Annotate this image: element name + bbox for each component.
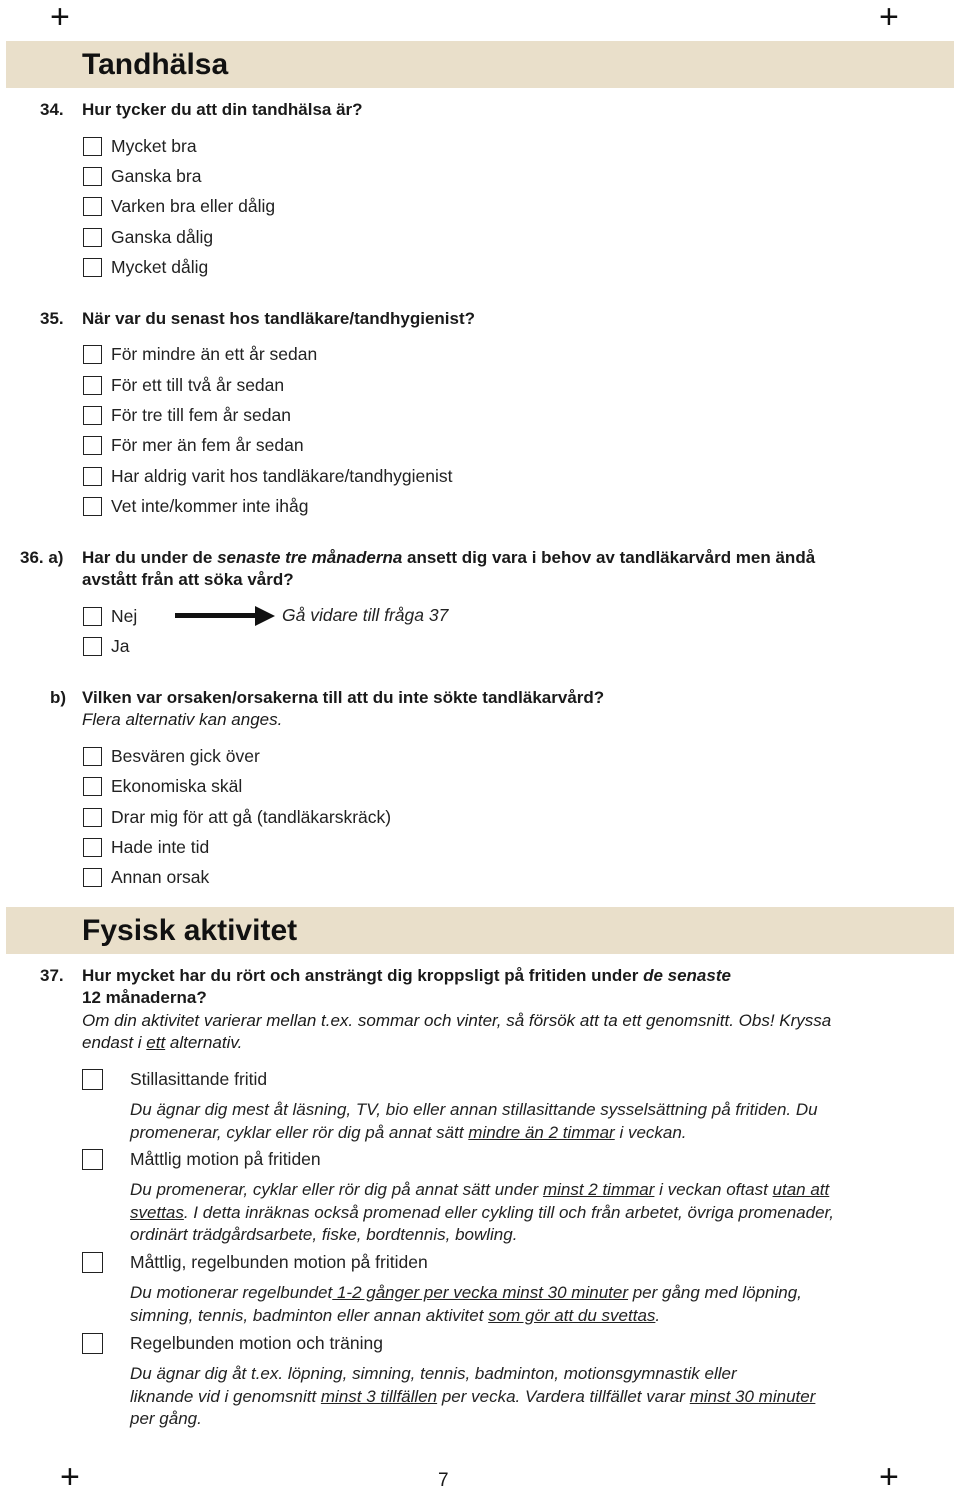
option-q35-5[interactable] (83, 464, 452, 488)
section-title: Fysisk aktivitet (82, 914, 298, 947)
option-label: Mycket bra (111, 135, 197, 156)
checkbox[interactable] (83, 228, 102, 247)
question-text: Har du under de senaste tre månaderna ansett dig vara i behov av tandläkarvård men ändå avstått från att söka vård? (82, 548, 816, 589)
checkbox[interactable] (83, 406, 102, 425)
checkbox[interactable] (83, 167, 102, 186)
option-label: Ganska bra (111, 165, 202, 186)
option-q36b-4[interactable] (83, 835, 209, 859)
option-label: För tre till fem år sedan (111, 404, 291, 425)
option-description: Du motionerar regelbundet 1-2 gånger per vecka minst 30 minuter per gång med löpning, simning, tennis, badminton eller annan aktivitet som gör att du svettas. (130, 1283, 802, 1325)
checkbox[interactable] (83, 637, 102, 656)
option-q34-3[interactable] (83, 194, 275, 218)
option-label: Ganska dålig (111, 226, 214, 247)
sub-question-text: Vilken var orsaken/orsakerna till att du inte sökte tandläkarvård? (82, 688, 605, 707)
option-label: Ekonomiska skäl (111, 775, 243, 796)
activity-option-4[interactable] (82, 1331, 942, 1431)
crop-mark-bottom-left: + (60, 1458, 80, 1496)
checkbox[interactable] (83, 345, 102, 364)
option-q36a-nej[interactable] (83, 604, 137, 628)
activity-option-3[interactable] (82, 1250, 942, 1327)
section-title: Tandhälsa (82, 48, 229, 81)
option-title: Måttlig motion på fritiden (130, 1148, 321, 1169)
option-q34-2[interactable] (83, 164, 201, 188)
option-q35-2[interactable] (83, 373, 284, 397)
question-note: Flera alternativ kan anges. (82, 710, 283, 729)
activity-option-2[interactable] (82, 1147, 942, 1247)
option-label: För ett till två år sedan (111, 374, 285, 395)
question-number: 37. (40, 966, 64, 985)
sub-question-label: b) (50, 688, 67, 707)
checkbox[interactable] (82, 1149, 103, 1170)
option-q36b-2[interactable] (83, 774, 242, 798)
option-description: Du ägnar dig åt t.ex. löpning, simning, tennis, badminton, motionsgymnastik eller liknande vid i genomsnitt minst 3 tillfällen per vecka. Vardera tillfället varar minst 30 minuter per gång. (130, 1364, 816, 1428)
option-q36b-3[interactable] (83, 805, 391, 829)
question-text: När var du senast hos tandläkare/tandhygienist? (82, 309, 476, 328)
activity-option-1[interactable] (82, 1067, 942, 1144)
checkbox[interactable] (83, 777, 102, 796)
option-label: Drar mig för att gå (tandläkarskräck) (111, 806, 392, 827)
option-label: Hade inte tid (111, 836, 210, 857)
option-title: Måttlig, regelbunden motion på fritiden (130, 1251, 428, 1272)
option-title: Stillasittande fritid (130, 1068, 268, 1089)
option-title: Regelbunden motion och träning (130, 1332, 383, 1353)
option-label: Varken bra eller dålig (111, 195, 276, 216)
checkbox[interactable] (82, 1333, 103, 1354)
section-header-band (6, 41, 954, 88)
checkbox[interactable] (83, 376, 102, 395)
skip-instruction: Gå vidare till fråga 37 (282, 605, 449, 625)
crop-mark-top-right: + (879, 0, 899, 36)
option-q34-4[interactable] (83, 225, 213, 249)
checkbox[interactable] (82, 1069, 103, 1090)
option-q34-1[interactable] (83, 134, 197, 158)
checkbox[interactable] (83, 838, 102, 857)
option-q35-6[interactable] (83, 494, 308, 518)
checkbox[interactable] (83, 868, 102, 887)
option-description: Du ägnar dig mest åt läsning, TV, bio eller annan stillasittande sysselsättning på fritiden. Du promenerar, cyklar eller rör dig på annat sätt mindre än 2 timmar i veckan. (130, 1100, 818, 1142)
question-note: Om din aktivitet varierar mellan t.ex. sommar och vinter, så försök att ta ett genomsnitt. Obs! Kryssa endast i ett alternativ. (82, 1011, 832, 1052)
question-number: 36. a) (20, 548, 64, 567)
crop-mark-top-left: + (50, 0, 70, 36)
page-number: 7 (438, 1470, 449, 1491)
option-q35-1[interactable] (83, 342, 317, 366)
option-q36b-5[interactable] (83, 865, 209, 889)
option-label: Nej (111, 605, 138, 626)
option-label: Mycket dålig (111, 256, 209, 277)
checkbox[interactable] (83, 747, 102, 766)
checkbox[interactable] (83, 467, 102, 486)
question-number: 34. (40, 100, 64, 119)
option-label: Annan orsak (111, 866, 210, 887)
crop-mark-bottom-right: + (879, 1458, 899, 1496)
checkbox[interactable] (83, 258, 102, 277)
checkbox[interactable] (83, 497, 102, 516)
checkbox[interactable] (82, 1252, 103, 1273)
question-text: Hur tycker du att din tandhälsa är? (82, 100, 363, 119)
question-number: 35. (40, 309, 64, 328)
option-q36a-ja[interactable] (83, 634, 129, 658)
checkbox[interactable] (83, 808, 102, 827)
question-text: Hur mycket har du rört och ansträngt dig kroppsligt på fritiden under de senaste 12 månaderna? (82, 966, 731, 1007)
option-label: För mer än fem år sedan (111, 434, 304, 455)
option-label: Har aldrig varit hos tandläkare/tandhygienist (111, 465, 453, 486)
checkbox[interactable] (83, 607, 102, 626)
option-label: Besvären gick över (111, 745, 260, 766)
option-q34-5[interactable] (83, 255, 208, 279)
option-q35-3[interactable] (83, 403, 291, 427)
option-label: Ja (111, 635, 130, 656)
checkbox[interactable] (83, 137, 102, 156)
option-q36b-1[interactable] (83, 744, 260, 768)
arrow-right-icon (175, 606, 275, 626)
option-description: Du promenerar, cyklar eller rör dig på annat sätt under minst 2 timmar i veckan oftast utan att svettas. I detta inräknas också promenad eller cykling till och från arbetet, övriga promenader, ordinärt trädgårdsarbete, fiske, bordtennis, bowling. (130, 1180, 834, 1244)
option-label: För mindre än ett år sedan (111, 343, 318, 364)
option-q35-4[interactable] (83, 433, 304, 457)
option-label: Vet inte/kommer inte ihåg (111, 495, 309, 516)
checkbox[interactable] (83, 436, 102, 455)
section-header-band (6, 907, 954, 954)
checkbox[interactable] (83, 197, 102, 216)
